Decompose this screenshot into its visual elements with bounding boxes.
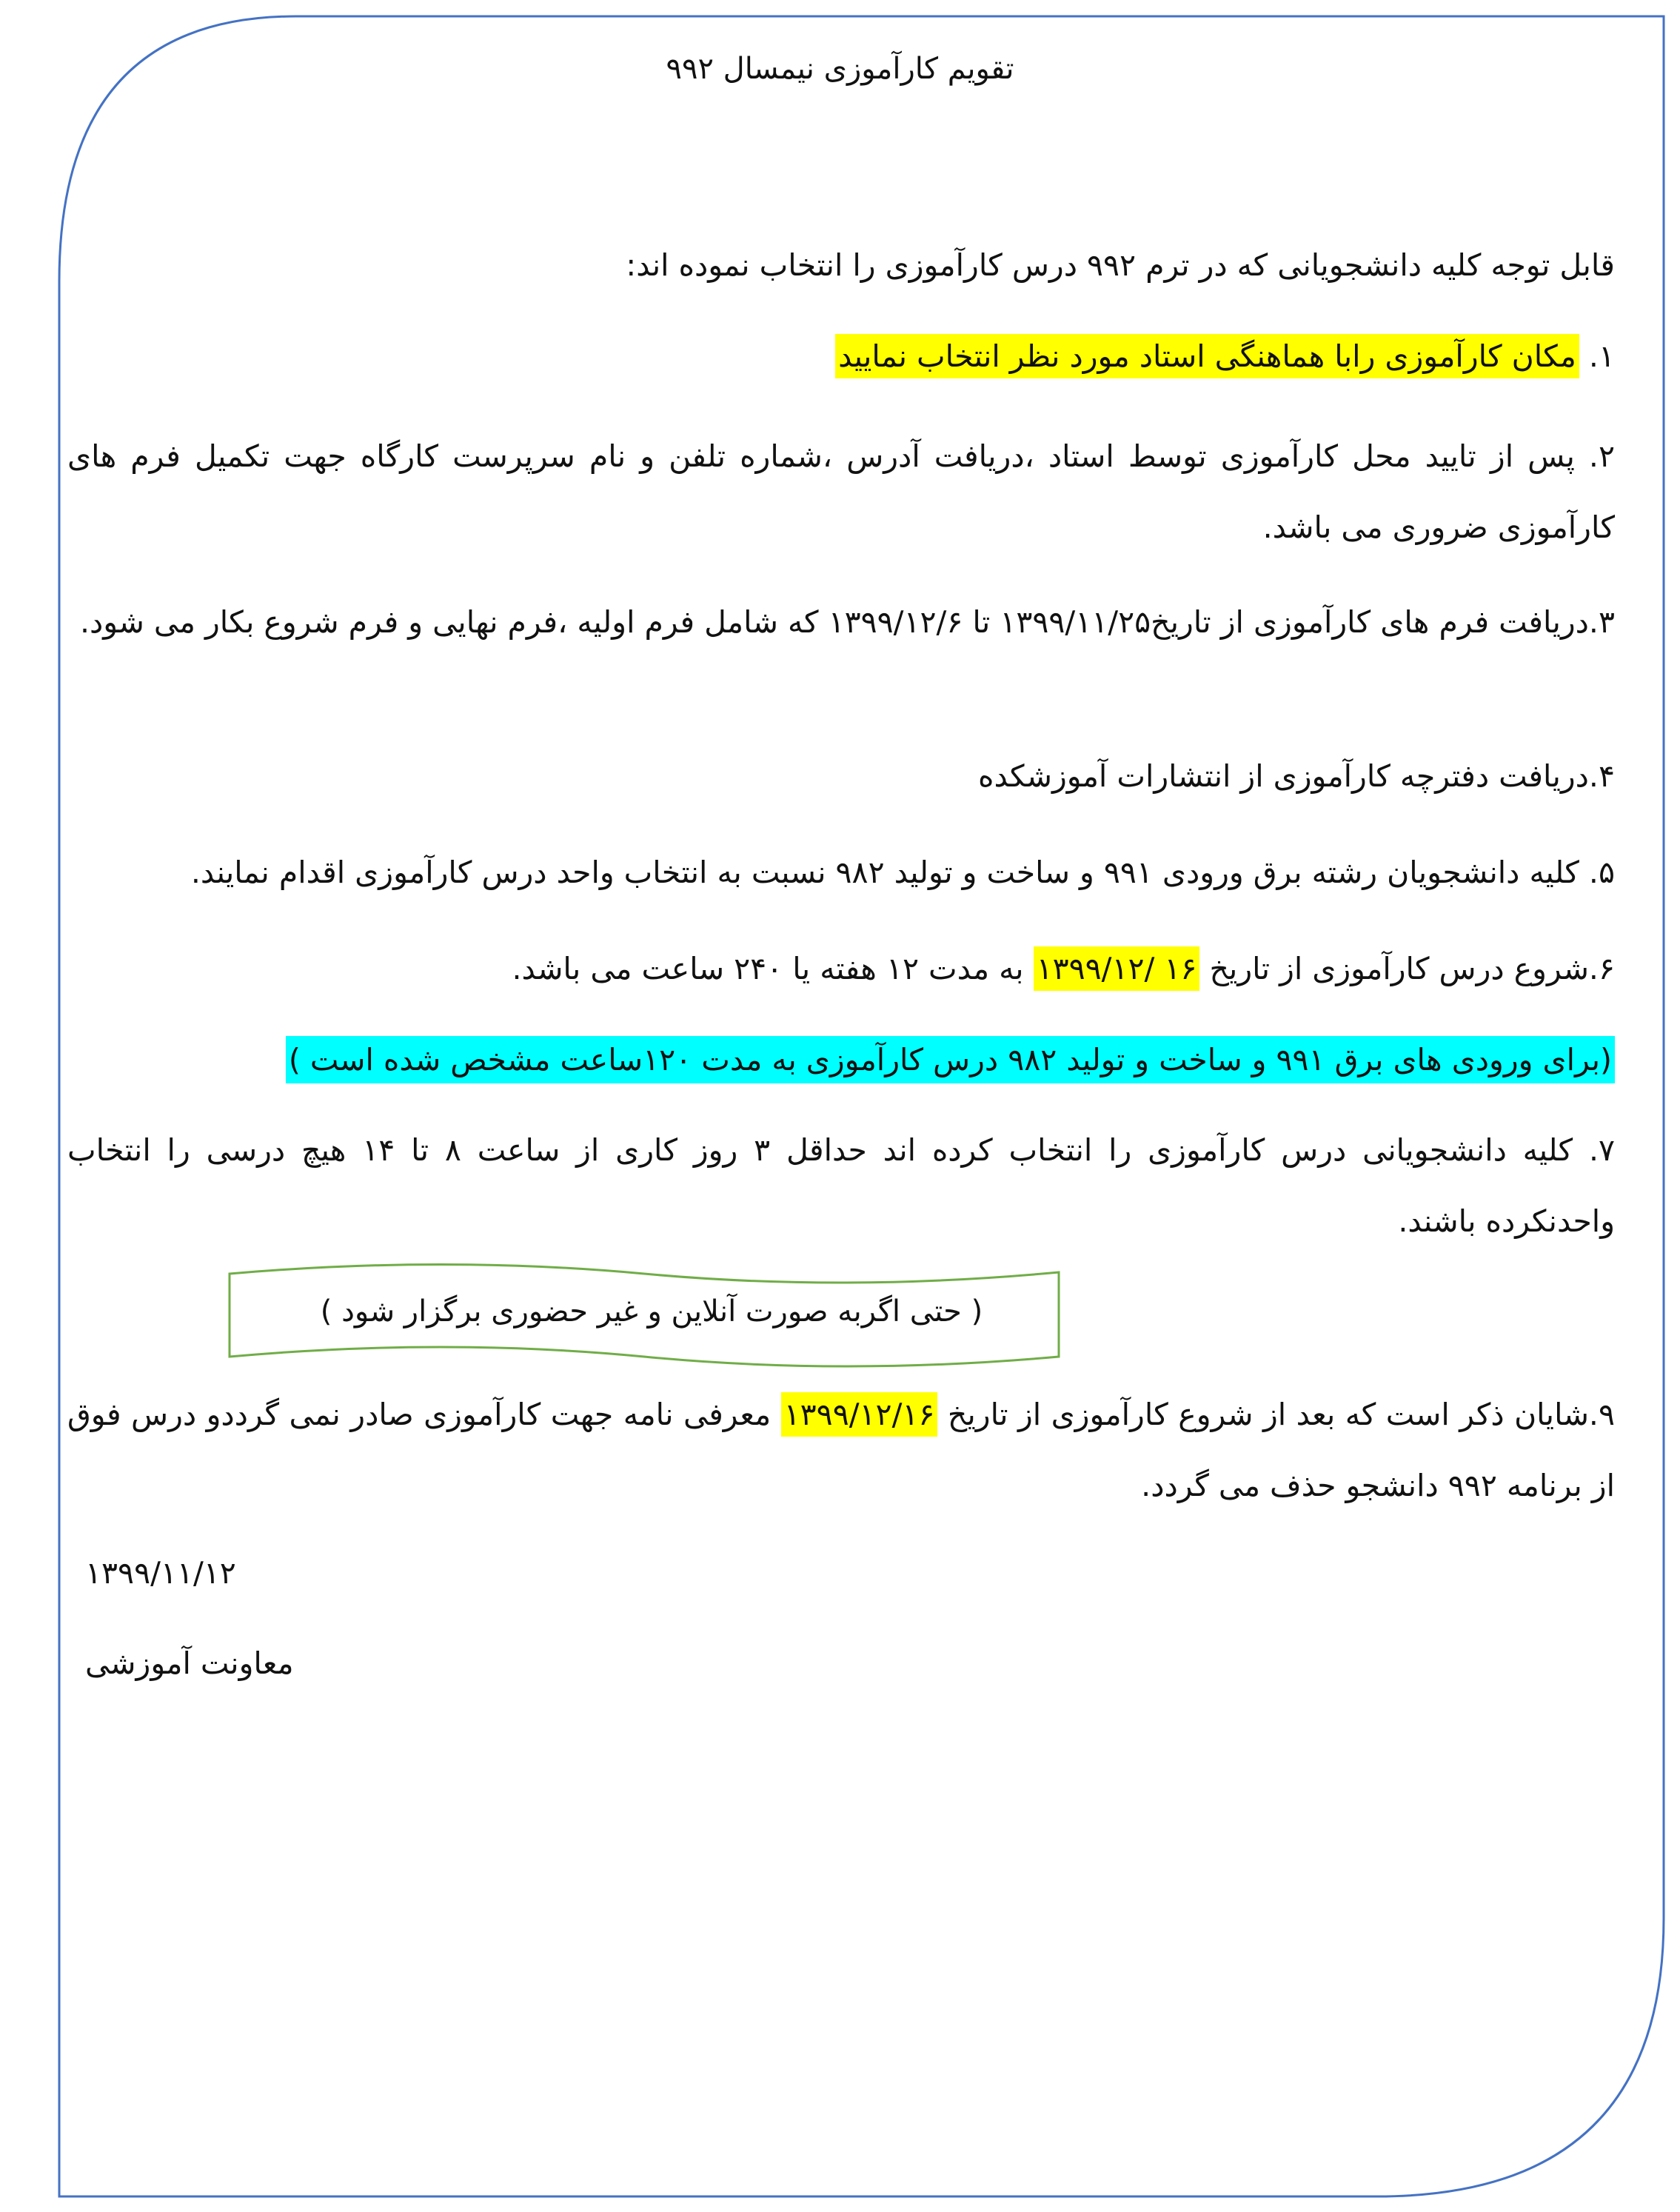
item-9-before: ۹.شایان ذکر است که بعد از شروع کارآموزی از تاریخ <box>937 1397 1615 1432</box>
item-9-after: معرفی نامه جهت کارآموزی صادر نمی گرددو درس فوق از برنامه ۹۹۲ دانشجو حذف می گردد. <box>67 1397 1615 1503</box>
item-9 <box>67 1379 1615 1521</box>
item-6 <box>512 952 1615 986</box>
intro-text: قابل توجه کلیه دانشجویانی که در ترم ۹۹۲ درس کارآموزی را انتخاب نموده اند: <box>626 247 1615 283</box>
item-6-before: ۶.شروع درس کارآموزی از تاریخ <box>1199 951 1615 986</box>
ribbon-note: ( حتی اگربه صورت آنلاین و غیر حضوری برگزار شود ) <box>320 1294 983 1329</box>
item-9-date-highlight: ۱۳۹۹/۱۲/۱۶ <box>781 1392 938 1437</box>
signature-date: ۱۳۹۹/۱۱/۱۲ <box>85 1555 236 1591</box>
item-1-highlight: مکان کارآموزی رابا هماهنگی استاد مورد نظر انتخاب نمایید <box>835 334 1579 378</box>
cyan-note <box>286 1043 1615 1077</box>
item-2: ۲. پس از تایید محل کارآموزی توسط استاد ،دریافت آدرس ،شماره تلفن و نام سرپرست کارگاه جهت تکمیل فرم های کارآموزی ضروری می باشد. <box>67 438 1615 545</box>
cyan-note-highlight: (برای ورودی های برق ۹۹۱ و ساخت و تولید ۹۸۲ درس کارآموزی به مدت ۱۲۰ساعت مشخص شده است ) <box>286 1036 1615 1083</box>
item-7: ۷. کلیه دانشجویانی درس کارآموزی را انتخاب کرده اند حداقل ۳ روز کاری از ساعت ۸ تا ۱۴ هیچ درسی را انتخاب واحدنکرده باشند. <box>67 1132 1616 1239</box>
item-4: ۴.دریافت دفترچه کارآموزی از انتشارات آموزشکده <box>977 758 1615 794</box>
signature-office: معاونت آموزشی <box>85 1645 294 1681</box>
page-title: تقویم کارآموزی نیمسال ۹۹۲ <box>666 52 1014 86</box>
item-6-date-highlight: ۱۶ /۱۳۹۹/۱۲ <box>1034 946 1200 991</box>
item-5: ۵. کلیه دانشجویان رشته برق ورودی ۹۹۱ و ساخت و تولید ۹۸۲ نسبت به انتخاب واحد درس کارآموزی اقدام نمایند. <box>190 855 1615 890</box>
item-6-after: به مدت ۱۲ هفته یا ۲۴۰ ساعت می باشد. <box>512 951 1034 986</box>
item-1-number: ۱. <box>1588 338 1615 374</box>
item-3: ۳.دریافت فرم های کارآموزی از تاریخ۱۳۹۹/۱۱/۲۵ تا ۱۳۹۹/۱۲/۶ که شامل فرم اولیه ،فرم نهایی و فرم شروع بکار می شود. <box>79 604 1615 640</box>
item-1 <box>835 339 1615 374</box>
